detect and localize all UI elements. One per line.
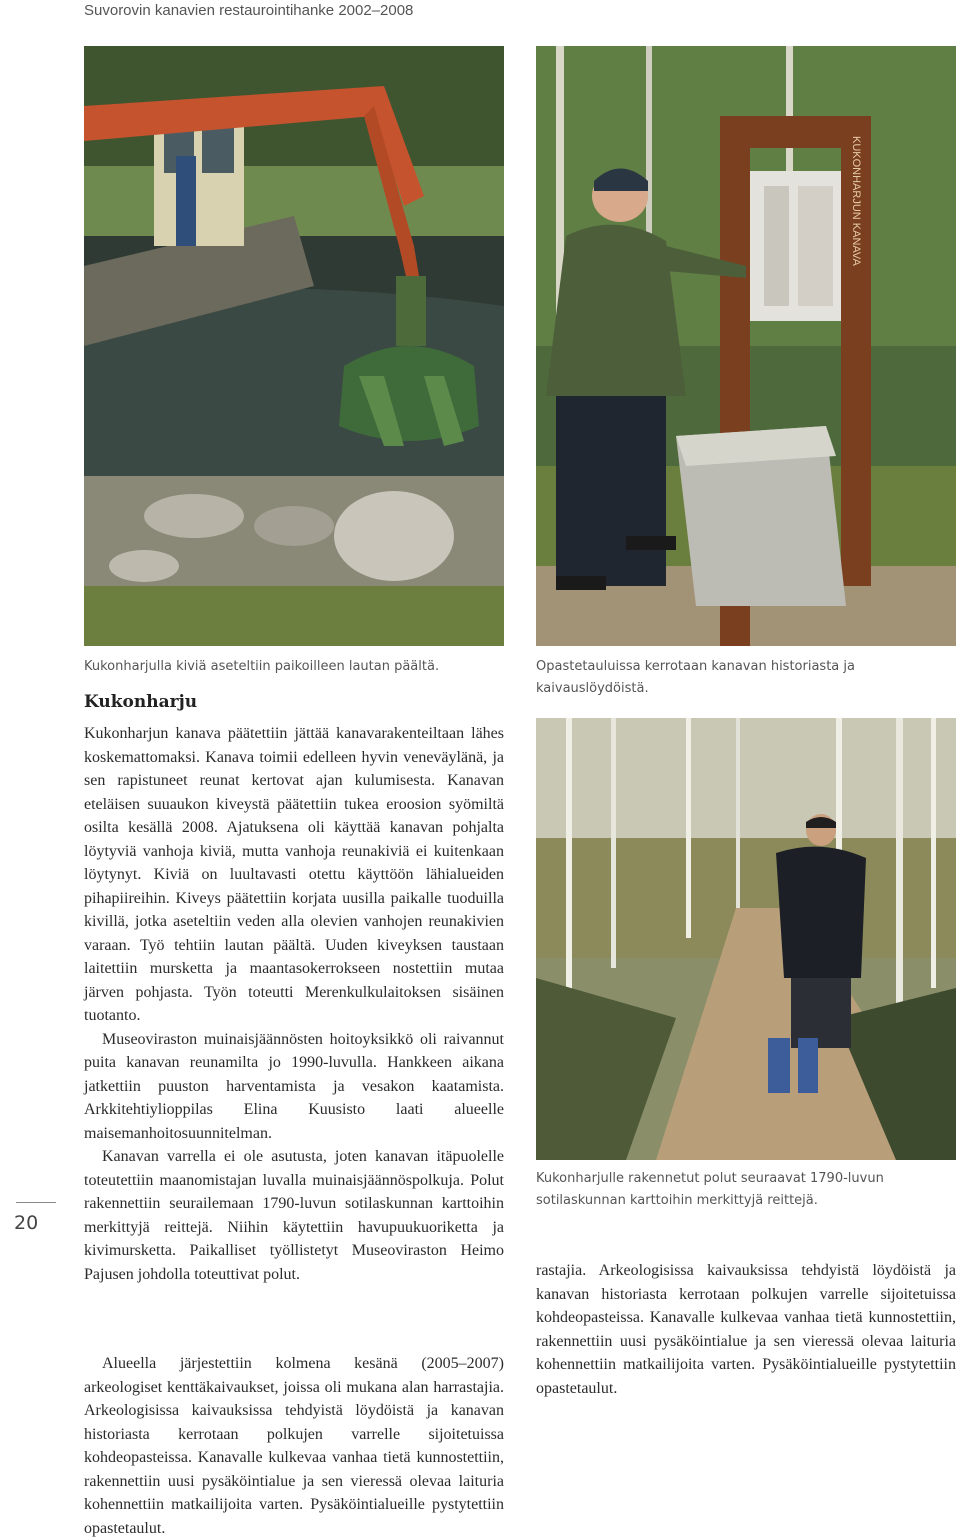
paragraph: Museoviraston muinaisjäännösten hoitoyksikkö oli raivannut puita kanavan reunamilta jo 1990-luvulla. Hankkeen aikana jatkettiin puuston harventamista ja vesakon kaatamista. Arkkitehtiylioppilas Elina Kuusisto laati alueelle maisemanhoitosuunnitelman. (84, 1030, 504, 1142)
photo-caption: Kukonharjulle rakennetut polut seuraavat 1790-luvun sotilaskunnan karttoihin merkittyjä reittejä. (536, 1171, 884, 1208)
text-column-left (84, 722, 504, 1286)
page-number: 20 (14, 1212, 39, 1234)
info-sign-photo (536, 46, 956, 646)
text-column-right (536, 1259, 956, 1400)
paragraph: Kanavan varrella ei ole asutusta, joten kanavan itäpuolelle toteutettiin maanomistajan luvalla muinaisjäännöspolkuja. Polut rakennettiin seurailemaan 1790-luvun sotilaskunnan karttoihin merkittyjä reittejä. Niihin käytettiin havupuukuorikettа ja kivimursketta. Paikalliset työllistetyt Museoviraston Heimo Pajusen johdolla toteuttivat polut. (84, 1148, 504, 1283)
paragraph-continued: rastajia. Arkeologisissa kaivauksissa tehdyistä löydöistä ja kanavan historiasta kerrotaan polkujen varrelle sijoitetuissa kohdeopasteissa. Kanavalle kulkevaa vanhaa tietä kunnostettiin, rakennettiin uusi pysäköintialue ja sen vieressä olevaa laituria kohennettiin matkailijoita varten. Pysäköintialueille pystytettiin opastetaulut. (536, 1262, 956, 1397)
section-title: Kukonharju (84, 692, 198, 712)
photo-caption: Opastetauluissa kerrotaan kanavan historiasta ja kaivauslöydöistä. (536, 659, 855, 696)
text-column-left-tail (84, 1352, 504, 1537)
page-number-rule (16, 1202, 56, 1203)
forest-path-photo (536, 718, 956, 1160)
paragraph: Kukonharjun kanava päätettiin jättää kanavarakenteiltaan lähes koskemattomaksi. Kanava toimii edelleen hyvin veneväylänä, ja sen rapistuneet reunat kertovat ajan kulumisesta. Kanavan eteläisen suuaukon kiveystä päätettiin tukea eroosion syömiltä osilta kesällä 2008. Ajatuksena oli käyttää kanavan pohjalta löytyviä vanhoja kiviä, mutta vanhoja reunakiviä ei kuitenkaan löytynyt. Kiviä on luultavasti otettu käyttöön lähialueiden pihapiireihin. Kiveys päätettiin korjata uusilla paikalle tuoduilla kivillä, jotka aseteltiin veden alla olevien vanhojen reunakivien varaan. Työ tehtiin lautan päältä. Uuden kiveyksen taustaan laitettiin mursketta ja maantasokerrokseen nostettiin mutaa järven pohjasta. Työn toteutti Merenkulkulaitoksen sisäinen tuotanto. (84, 725, 504, 1024)
paragraph: Alueella järjestettiin kolmena kesänä (2005–2007) arkeologiset kenttäkaivaukset, joissa oli mukana alan harrastajia. Arkeologisissa kaivauksissa tehdyistä löydöistä ja kanavan historiasta kerrotaan polkujen varrelle sijoitetuissa kohdeopasteissa. Kanavalle kulkevaa vanhaa tietä kunnostettiin, rakennettiin uusi pysäköintialue ja sen vieressä olevaa laituria kohennettiin matkailijoita varten. Pysäköintialueille pystytettiin opastetaulut. (84, 1355, 504, 1537)
photo-caption: Kukonharjulla kiviä aseteltiin paikoilleen lautan päältä. (84, 659, 440, 674)
sign-text: KUKONHARJUN KANAVA (850, 136, 862, 266)
excavator-grab-photo (84, 46, 504, 646)
running-head: Suvorovin kanavien restaurointihanke 2002–2008 (84, 2, 414, 19)
